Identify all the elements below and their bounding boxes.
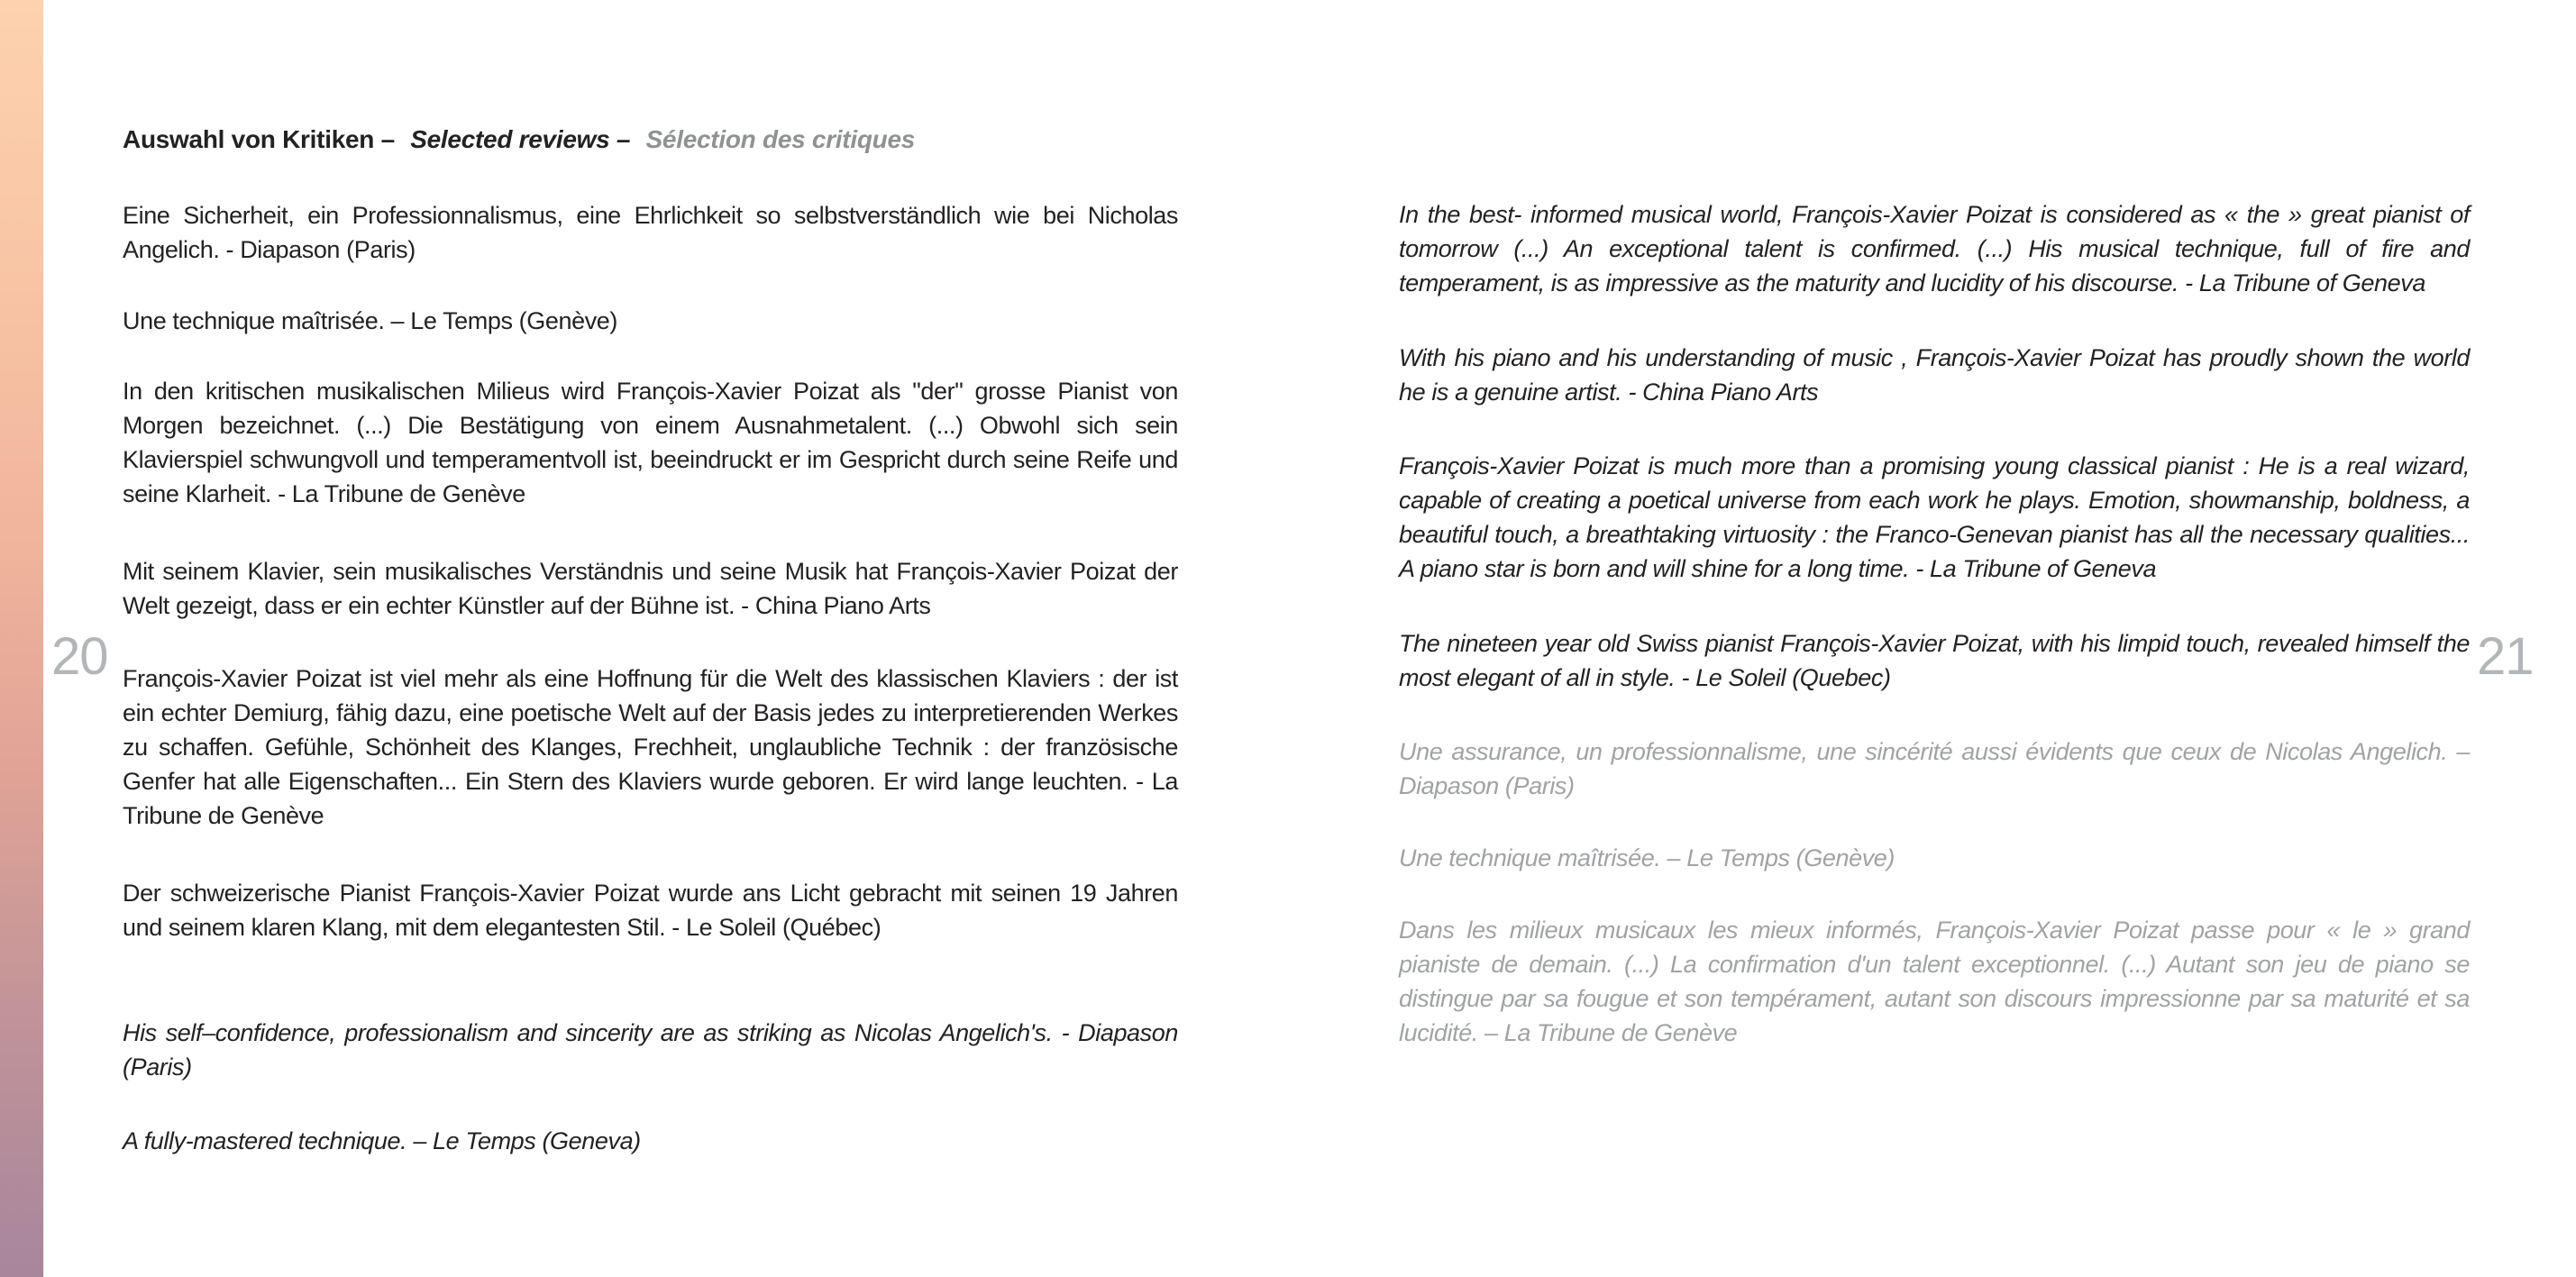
cover-gradient-strip: [0, 0, 44, 1277]
german-review-china-piano-arts: Mit seinem Klavier, sein musikalisches Verständnis und seine Musik hat François-Xavier Poizat der Welt gezeigt, dass er ein echter Künstler auf der Bühne ist. - China Piano Arts: [123, 558, 1178, 619]
german-review-le-temps: Une technique maîtrisée. – Le Temps (Genève): [123, 307, 617, 334]
german-review-diapason: Eine Sicherheit, ein Professionnalismus, eine Ehrlichkeit so selbstverständlich wie bei Nicholas Angelich. - Diapason (Paris): [123, 202, 1178, 263]
right-page-column: [1399, 0, 2470, 1050]
page-number-left: 20: [51, 627, 108, 686]
english-review-diapason: His self–confidence, professionalism and sincerity are as striking as Nicolas Angelich's. - Diapason (Paris): [123, 1019, 1178, 1081]
french-review-tribune: Dans les milieux musicaux les mieux informés, François-Xavier Poizat passe pour « le » grand pianiste de demain. (...) La confirmation d'un talent exceptionnel. (...) Autant son jeu de piano se distingue par sa fougue et son tempérament, autant son discours impressionne par sa maturité et sa lucidité. – La Tribune de Genève: [1399, 917, 2470, 1046]
english-review-le-temps: A fully-mastered technique. – Le Temps (Geneva): [123, 1127, 641, 1154]
english-review-tribune-1: In the best- informed musical world, François-Xavier Poizat is considered as « the » great pianist of tomorrow (...) An exceptional talent is confirmed. (...) His musical technique, full of fire and temperament, is as impressive as the maturity and lucidity of his discourse. - La Tribune of Geneva: [1399, 201, 2470, 296]
english-review-china-piano-arts: With his piano and his understanding of music , François-Xavier Poizat has proudly shown the world he is a genuine artist. - China Piano Arts: [1399, 344, 2470, 406]
english-review-le-soleil: The nineteen year old Swiss pianist François-Xavier Poizat, with his limpid touch, revealed himself the most elegant of all in style. - Le Soleil (Quebec): [1399, 630, 2470, 691]
heading-english: Selected reviews –: [410, 125, 631, 153]
page-number-right: 21: [2477, 627, 2534, 686]
left-page-column: [123, 0, 1178, 1158]
heading-french: Sélection des critiques: [645, 125, 916, 153]
german-review-tribune-1: In den kritischen musikalischen Milieus wird François-Xavier Poizat als "der" grosse Pianist von Morgen bezeichnet. (...) Die Bestätigung von einem Ausnahmetalent. (...) Obwohl sich sein Klavierspiel schwungvoll und temperamentvoll ist, beeindruckt er im Gespricht durch seine Reife und seine Klarheit. - La Tribune de Genève: [123, 378, 1178, 507]
german-review-tribune-2: François-Xavier Poizat ist viel mehr als eine Hoffnung für die Welt des klassischen Klaviers : der ist ein echter Demiurg, fähig dazu, eine poetische Welt auf der Basis jedes zu interpretierenden Werkes zu schaffen. Gefühle, Schönheit des Klanges, Frechheit, unglaubliche Technik : der französische Genfer hat alle Eigenschaften... Ein Stern des Klaviers wurde geboren. Er wird lange leuchten. - La Tribune de Genève: [123, 665, 1178, 829]
german-review-le-soleil: Der schweizerische Pianist François-Xavier Poizat wurde ans Licht gebracht mit seinen 19 Jahren und seinem klaren Klang, mit dem elegantesten Stil. - Le Soleil (Québec): [123, 880, 1178, 941]
english-review-tribune-2: François-Xavier Poizat is much more than a promising young classical pianist : He is a real wizard, capable of creating a poetical universe from each work he plays. Emotion, showmanship, boldness, a beautiful touch, a breathtaking virtuosity : the Franco-Genevan pianist has all the necessary qualities... A piano star is born and will shine for a long time. - La Tribune of Geneva: [1399, 452, 2470, 582]
french-review-le-temps: Une technique maîtrisée. – Le Temps (Genève): [1399, 844, 1895, 871]
french-review-diapason: Une assurance, un professionnalisme, une sincérité aussi évidents que ceux de Nicolas Angelich. – Diapason (Paris): [1399, 738, 2470, 799]
reviews-heading: [123, 123, 1178, 157]
heading-german: Auswahl von Kritiken –: [123, 125, 395, 153]
